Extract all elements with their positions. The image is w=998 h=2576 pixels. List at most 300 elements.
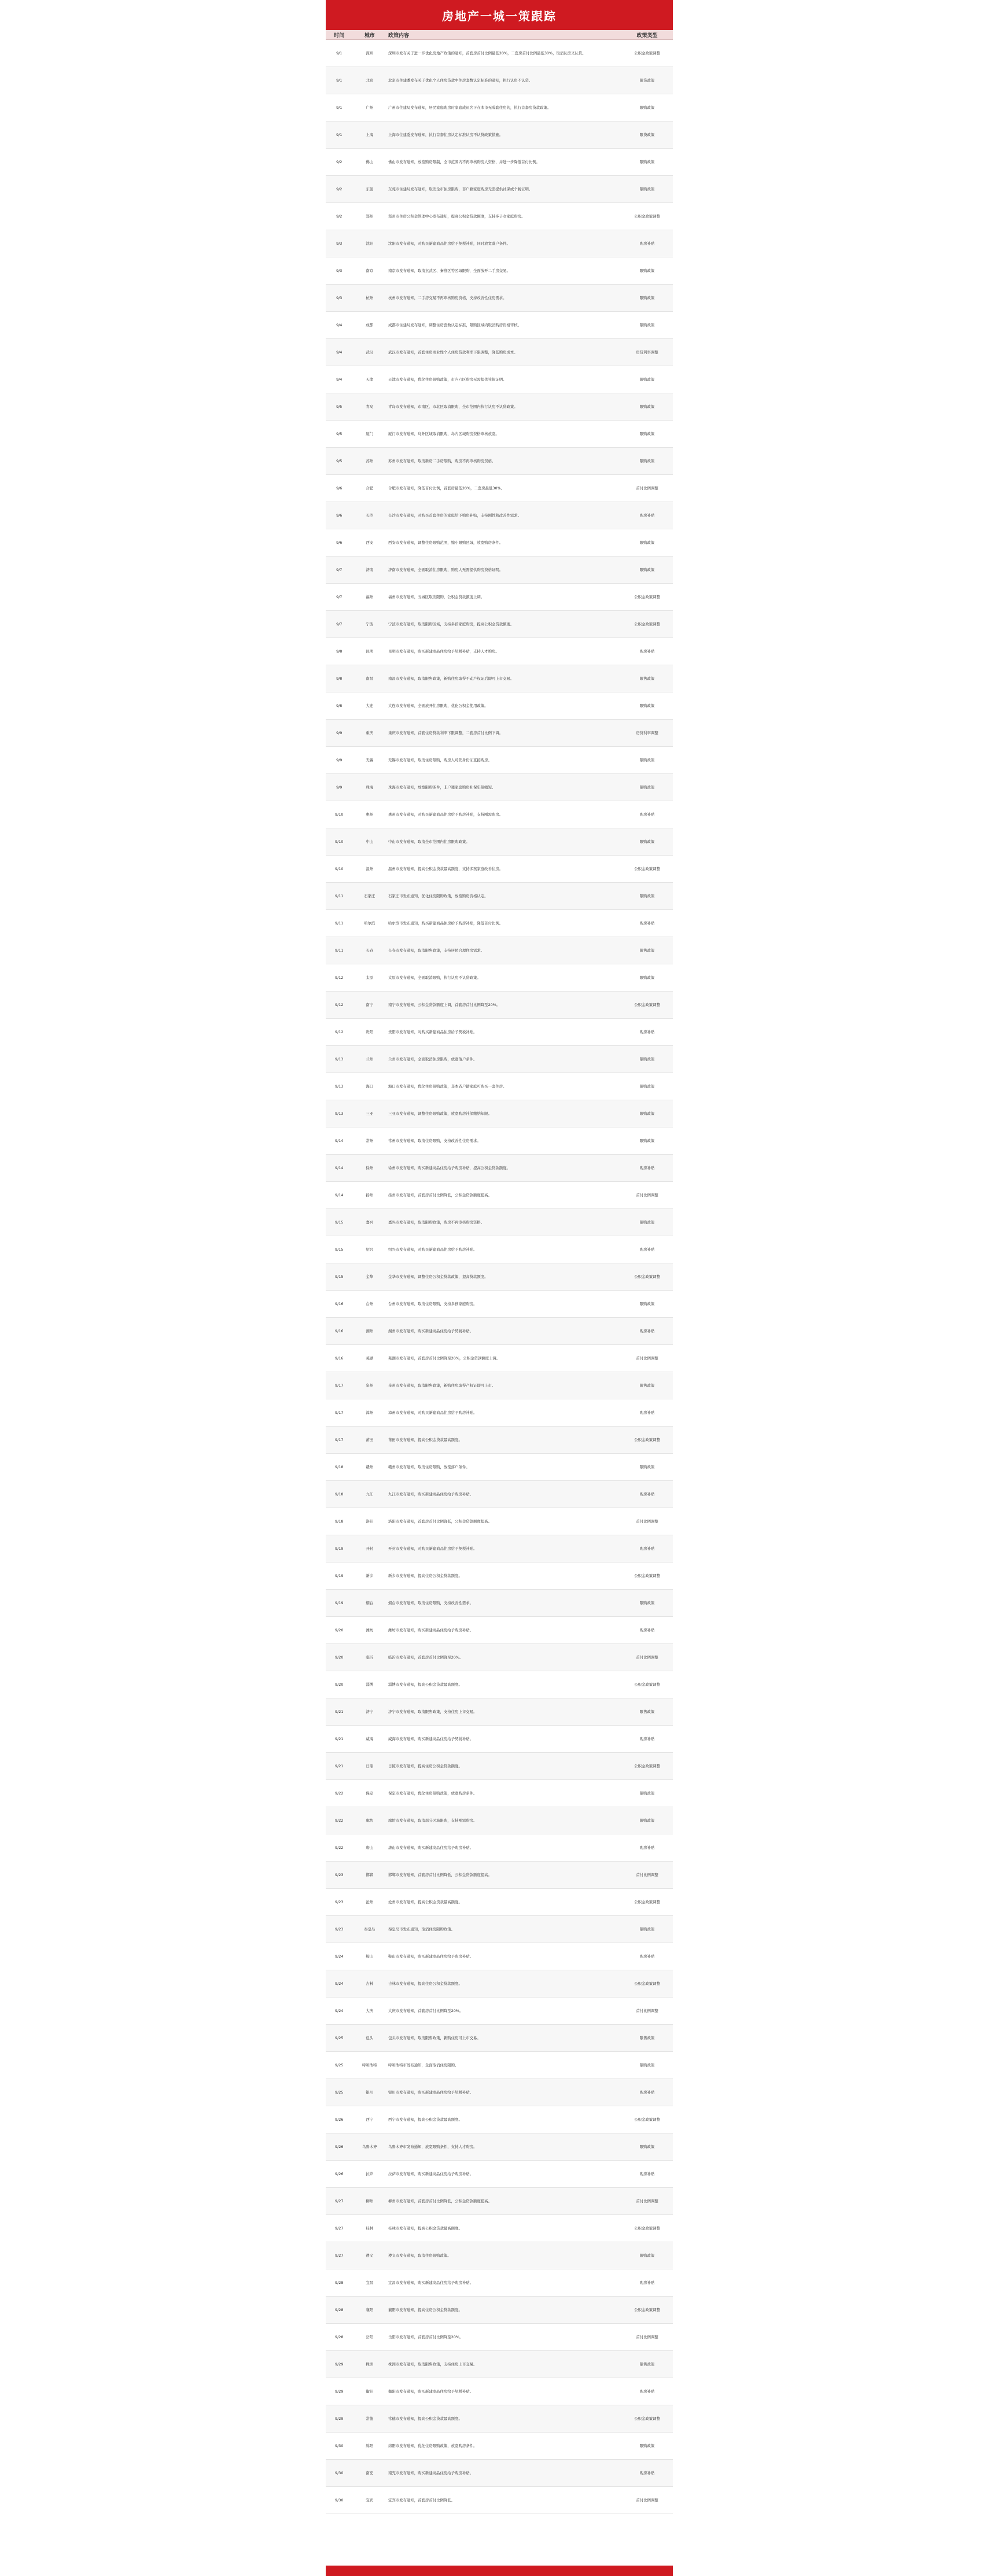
cell-content: 兰州市发布通知，全面取消住房限购，放宽落户条件。 <box>386 1046 621 1073</box>
cell-date: 9/18 <box>326 1508 352 1535</box>
cell-content: 大庆市发布通知，首套房首付比例降至20%。 <box>386 1998 621 2025</box>
cell-content: 秦皇岛市发布通知，取消住房限购政策。 <box>386 1916 621 1943</box>
cell-region: 秦皇岛 <box>352 1916 386 1943</box>
table-row <box>326 557 673 584</box>
cell-region: 吉林 <box>352 1970 386 1998</box>
cell-date: 9/20 <box>326 1671 352 1698</box>
cell-date: 9/26 <box>326 2161 352 2188</box>
cell-date: 9/3 <box>326 257 352 285</box>
table-row <box>326 2269 673 2297</box>
cell-type: 首付比例调整 <box>621 2324 673 2351</box>
cell-content: 常州市发布通知，取消住房限购，支持改善性住房需求。 <box>386 1127 621 1155</box>
cell-content: 衡阳市发布通知，购买新建商品住房给予契税补贴。 <box>386 2378 621 2405</box>
table-row <box>326 1807 673 1834</box>
cell-date: 9/30 <box>326 2460 352 2487</box>
cell-content: 漳州市发布通知，对购买新建商品住房给予购房补贴。 <box>386 1399 621 1427</box>
cell-date: 9/20 <box>326 1644 352 1671</box>
table-row <box>326 230 673 257</box>
cell-type: 限购政策 <box>621 2433 673 2460</box>
cell-content: 厦门市发布通知，岛外区域取消限购，岛内区域购房资格审核放宽。 <box>386 421 621 448</box>
cell-date: 9/6 <box>326 475 352 502</box>
cell-type: 限购政策 <box>621 366 673 393</box>
cell-type: 购房补贴 <box>621 502 673 529</box>
policy-table <box>326 30 673 2514</box>
cell-type: 限购政策 <box>621 1454 673 1481</box>
cell-date: 9/3 <box>326 230 352 257</box>
cell-type: 首付比例调整 <box>621 1182 673 1209</box>
cell-content: 淄博市发布通知，提高公积金贷款最高额度。 <box>386 1671 621 1698</box>
cell-type: 限购政策 <box>621 747 673 774</box>
cell-content: 绵阳市发布通知，优化住房限购政策，放宽购房条件。 <box>386 2433 621 2460</box>
cell-type: 公积金政策调整 <box>621 1753 673 1780</box>
cell-date: 9/14 <box>326 1155 352 1182</box>
cell-content: 湖州市发布通知，购买新建商品住房给予契税补贴。 <box>386 1318 621 1345</box>
cell-type: 限购政策 <box>621 1807 673 1834</box>
cell-type: 购房补贴 <box>621 1834 673 1862</box>
cell-content: 日照市发布通知，提高住房公积金贷款额度。 <box>386 1753 621 1780</box>
cell-region: 银川 <box>352 2079 386 2106</box>
table-body <box>326 40 673 2514</box>
cell-region: 衡阳 <box>352 2378 386 2405</box>
cell-region: 株洲 <box>352 2351 386 2378</box>
cell-content: 沈阳市发布通知，对购买新建商品住房给予契税补贴，同时放宽落户条件。 <box>386 230 621 257</box>
cell-date: 9/13 <box>326 1100 352 1127</box>
cell-region: 海口 <box>352 1073 386 1100</box>
cell-date: 9/2 <box>326 149 352 176</box>
cell-type: 限购政策 <box>621 774 673 801</box>
cell-region: 威海 <box>352 1726 386 1753</box>
table-row <box>326 2242 673 2269</box>
cell-date: 9/2 <box>326 203 352 230</box>
table-row <box>326 1291 673 1318</box>
cell-date: 9/14 <box>326 1182 352 1209</box>
cell-date: 9/8 <box>326 692 352 720</box>
cell-region: 邯郸 <box>352 1862 386 1889</box>
table-row <box>326 2405 673 2433</box>
cell-region: 三亚 <box>352 1100 386 1127</box>
cell-content: 石家庄市发布通知，优化住房限购政策，放宽购房资格认定。 <box>386 883 621 910</box>
cell-region: 临沂 <box>352 1644 386 1671</box>
cell-content: 常德市发布通知，提高公积金贷款最高额度。 <box>386 2405 621 2433</box>
cell-type: 限购政策 <box>621 1127 673 1155</box>
table-row <box>326 1834 673 1862</box>
table-row <box>326 1236 673 1263</box>
cell-content: 芜湖市发布通知，首套房首付比例降至20%，公积金贷款额度上调。 <box>386 1345 621 1372</box>
cell-date: 9/27 <box>326 2215 352 2242</box>
cell-region: 岳阳 <box>352 2324 386 2351</box>
cell-date: 9/4 <box>326 312 352 339</box>
cell-date: 9/25 <box>326 2025 352 2052</box>
cell-type: 首付比例调整 <box>621 1508 673 1535</box>
cell-type: 公积金政策调整 <box>621 40 673 67</box>
table-row <box>326 448 673 475</box>
cell-type: 限购政策 <box>621 2052 673 2079</box>
cell-type: 购房补贴 <box>621 230 673 257</box>
cell-date: 9/22 <box>326 1834 352 1862</box>
cell-region: 泉州 <box>352 1372 386 1399</box>
cell-content: 重庆市发布通知，首套住房贷款利率下限调整，二套房首付比例下调。 <box>386 720 621 747</box>
table-row <box>326 2052 673 2079</box>
cell-region: 西安 <box>352 529 386 557</box>
cell-region: 武汉 <box>352 339 386 366</box>
cell-content: 徐州市发布通知，购买新建商品住房给予购房补贴，提高公积金贷款额度。 <box>386 1155 621 1182</box>
cell-region: 东莞 <box>352 176 386 203</box>
cell-content: 西安市发布通知，调整住房限购范围，缩小限购区域，放宽购房条件。 <box>386 529 621 557</box>
cell-type: 房贷利率调整 <box>621 339 673 366</box>
cell-content: 合肥市发布通知，降低首付比例，首套房最低20%，二套房最低30%。 <box>386 475 621 502</box>
cell-date: 9/17 <box>326 1372 352 1399</box>
cell-type: 限售政策 <box>621 2351 673 2378</box>
cell-date: 9/19 <box>326 1590 352 1617</box>
cell-type: 购房补贴 <box>621 1318 673 1345</box>
table-row <box>326 1970 673 1998</box>
table-row <box>326 1427 673 1454</box>
cell-type: 首付比例调整 <box>621 1644 673 1671</box>
cell-date: 9/20 <box>326 1617 352 1644</box>
cell-region: 兰州 <box>352 1046 386 1073</box>
table-row <box>326 774 673 801</box>
cell-type: 购房补贴 <box>621 2269 673 2297</box>
cell-type: 限购政策 <box>621 285 673 312</box>
table-row <box>326 1209 673 1236</box>
cell-region: 潍坊 <box>352 1617 386 1644</box>
cell-type: 限购政策 <box>621 448 673 475</box>
cell-type: 限购政策 <box>621 828 673 856</box>
cell-date: 9/29 <box>326 2351 352 2378</box>
cell-region: 南充 <box>352 2460 386 2487</box>
cell-date: 9/29 <box>326 2405 352 2433</box>
cell-content: 九江市发布通知，购买新建商品住房给予购房补贴。 <box>386 1481 621 1508</box>
cell-date: 9/23 <box>326 1889 352 1916</box>
cell-content: 株洲市发布通知，取消限售政策，支持住房上市交易。 <box>386 2351 621 2378</box>
table-row <box>326 1454 673 1481</box>
table-header-row <box>326 30 673 40</box>
cell-content: 西宁市发布通知，提高公积金贷款最高额度。 <box>386 2106 621 2133</box>
cell-content: 无锡市发布通知，取消住房限购，购房人可凭身份证直接购房。 <box>386 747 621 774</box>
cell-date: 9/26 <box>326 2133 352 2161</box>
cell-type: 限购政策 <box>621 1916 673 1943</box>
cell-type: 公积金政策调整 <box>621 1970 673 1998</box>
table-row <box>326 1345 673 1372</box>
cell-region: 包头 <box>352 2025 386 2052</box>
cell-region: 长春 <box>352 937 386 964</box>
cell-region: 绍兴 <box>352 1236 386 1263</box>
cell-date: 9/29 <box>326 2378 352 2405</box>
cell-content: 南宁市发布通知，公积金贷款额度上调，首套房首付比例降至20%。 <box>386 992 621 1019</box>
cell-content: 南京市发布通知，取消玄武区、秦淮区等区域限购，全面放开二手房交易。 <box>386 257 621 285</box>
cell-content: 新乡市发布通知，提高住房公积金贷款额度。 <box>386 1562 621 1590</box>
cell-content: 武汉市发布通知，首套住房商业性个人住房贷款利率下限调整，降低购房成本。 <box>386 339 621 366</box>
cell-date: 9/4 <box>326 366 352 393</box>
cell-region: 深圳 <box>352 40 386 67</box>
cell-content: 温州市发布通知，提高公积金贷款最高额度，支持多孩家庭改善住房。 <box>386 856 621 883</box>
cell-content: 临沂市发布通知，首套房首付比例降至20%。 <box>386 1644 621 1671</box>
table-row <box>326 1508 673 1535</box>
cell-content: 沧州市发布通知，提高公积金贷款最高额度。 <box>386 1889 621 1916</box>
cell-content: 宜昌市发布通知，购买新建商品住房给予购房补贴。 <box>386 2269 621 2297</box>
table-row <box>326 285 673 312</box>
cell-region: 青岛 <box>352 393 386 421</box>
cell-content: 深圳市发布关于进一步优化房地产政策的通知，首套房首付比例最低20%，二套房首付比例最低30%，取消认房又认贷。 <box>386 40 621 67</box>
cell-region: 广州 <box>352 94 386 121</box>
cell-content: 宜宾市发布通知，首套房首付比例降低。 <box>386 2487 621 2514</box>
cell-type: 购房补贴 <box>621 910 673 937</box>
cell-content: 成都市住建局发布通知，调整住房套数认定标准，限购区域内取消购房资格审核。 <box>386 312 621 339</box>
cell-content: 洛阳市发布通知，首套房首付比例降低，公积金贷款额度提高。 <box>386 1508 621 1535</box>
cell-date: 9/12 <box>326 1019 352 1046</box>
table-row <box>326 529 673 557</box>
table-row <box>326 1780 673 1807</box>
cell-type: 公积金政策调整 <box>621 1263 673 1291</box>
table-row <box>326 910 673 937</box>
cell-region: 赣州 <box>352 1454 386 1481</box>
cell-type: 限购政策 <box>621 529 673 557</box>
cell-date: 9/28 <box>326 2297 352 2324</box>
cell-content: 大连市发布通知，全面放开住房限购，优化公积金使用政策。 <box>386 692 621 720</box>
cell-type: 房贷利率调整 <box>621 720 673 747</box>
cell-date: 9/5 <box>326 393 352 421</box>
cell-date: 9/30 <box>326 2487 352 2514</box>
cell-region: 温州 <box>352 856 386 883</box>
cell-content: 潍坊市发布通知，购买新建商品住房给予购房补贴。 <box>386 1617 621 1644</box>
cell-type: 限售政策 <box>621 1698 673 1726</box>
cell-date: 9/9 <box>326 720 352 747</box>
cell-type: 限购政策 <box>621 1046 673 1073</box>
cell-region: 漳州 <box>352 1399 386 1427</box>
cell-date: 9/22 <box>326 1807 352 1834</box>
cell-date: 9/25 <box>326 2052 352 2079</box>
cell-type: 公积金政策调整 <box>621 1427 673 1454</box>
cell-date: 9/28 <box>326 2269 352 2297</box>
table-row <box>326 2324 673 2351</box>
table-row <box>326 1019 673 1046</box>
cell-content: 南昌市发布通知，取消限售政策，新购住房取得不动产权证后即可上市交易。 <box>386 665 621 692</box>
table-row <box>326 1726 673 1753</box>
cell-type: 购房补贴 <box>621 1236 673 1263</box>
cell-content: 烟台市发布通知，取消住房限购，支持改善性需求。 <box>386 1590 621 1617</box>
cell-date: 9/1 <box>326 40 352 67</box>
table-row <box>326 203 673 230</box>
cell-content: 宁波市发布通知，取消限购区域，支持多孩家庭购房，提高公积金贷款额度。 <box>386 611 621 638</box>
cell-region: 中山 <box>352 828 386 856</box>
cell-type: 购房补贴 <box>621 1535 673 1562</box>
cell-type: 限购政策 <box>621 94 673 121</box>
cell-date: 9/13 <box>326 1073 352 1100</box>
cell-type: 购房补贴 <box>621 1155 673 1182</box>
cell-date: 9/23 <box>326 1916 352 1943</box>
cell-type: 购房补贴 <box>621 1019 673 1046</box>
table-row <box>326 2133 673 2161</box>
cell-region: 徐州 <box>352 1155 386 1182</box>
cell-content: 绍兴市发布通知，对购买新建商品住房给予购房补贴。 <box>386 1236 621 1263</box>
cell-date: 9/18 <box>326 1454 352 1481</box>
cell-date: 9/19 <box>326 1562 352 1590</box>
cell-date: 9/8 <box>326 638 352 665</box>
cell-content: 银川市发布通知，购买新建商品住房给予契税补贴。 <box>386 2079 621 2106</box>
table-row <box>326 747 673 774</box>
table-row <box>326 1155 673 1182</box>
cell-region: 太原 <box>352 964 386 992</box>
cell-region: 贵阳 <box>352 1019 386 1046</box>
cell-content: 长春市发布通知，取消限售政策，支持居民合理住房需求。 <box>386 937 621 964</box>
cell-type: 首付比例调整 <box>621 1998 673 2025</box>
cell-content: 太原市发布通知，全面取消限购，执行认房不认贷政策。 <box>386 964 621 992</box>
cell-type: 限售政策 <box>621 937 673 964</box>
cell-date: 9/10 <box>326 801 352 828</box>
table-row <box>326 67 673 94</box>
cell-type: 公积金政策调整 <box>621 2405 673 2433</box>
table-row <box>326 801 673 828</box>
cell-type: 公积金政策调整 <box>621 2106 673 2133</box>
cell-type: 首付比例调整 <box>621 1862 673 1889</box>
cell-content: 三亚市发布通知，调整住房限购政策，放宽购房社保缴纳年限。 <box>386 1100 621 1127</box>
cell-region: 杭州 <box>352 285 386 312</box>
cell-content: 吉林市发布通知，提高住房公积金贷款额度。 <box>386 1970 621 1998</box>
table-row <box>326 1399 673 1427</box>
cell-date: 9/1 <box>326 67 352 94</box>
cell-region: 石家庄 <box>352 883 386 910</box>
cell-type: 购房补贴 <box>621 1617 673 1644</box>
cell-content: 柳州市发布通知，首套房首付比例降低，公积金贷款额度提高。 <box>386 2188 621 2215</box>
table-row <box>326 2487 673 2514</box>
cell-region: 宜宾 <box>352 2487 386 2514</box>
cell-type: 公积金政策调整 <box>621 1889 673 1916</box>
cell-date: 9/3 <box>326 285 352 312</box>
cell-region: 上海 <box>352 121 386 149</box>
cell-date: 9/6 <box>326 502 352 529</box>
table-row <box>326 1127 673 1155</box>
table-row <box>326 502 673 529</box>
table-row <box>326 2460 673 2487</box>
cell-type: 限购政策 <box>621 2133 673 2161</box>
cell-region: 新乡 <box>352 1562 386 1590</box>
cell-content: 桂林市发布通知，提高公积金贷款最高额度。 <box>386 2215 621 2242</box>
table-row <box>326 312 673 339</box>
table-row <box>326 121 673 149</box>
cell-type: 限购政策 <box>621 312 673 339</box>
cell-date: 9/25 <box>326 2079 352 2106</box>
cell-region: 南京 <box>352 257 386 285</box>
cell-content: 杭州市发布通知，二手房交易不再审核购房资格，支持改善性住房需求。 <box>386 285 621 312</box>
table-row <box>326 1481 673 1508</box>
cell-region: 成都 <box>352 312 386 339</box>
table-row <box>326 1753 673 1780</box>
cell-date: 9/8 <box>326 665 352 692</box>
cell-region: 扬州 <box>352 1182 386 1209</box>
cell-region: 郑州 <box>352 203 386 230</box>
cell-type: 限购政策 <box>621 1209 673 1236</box>
cell-region: 佛山 <box>352 149 386 176</box>
cell-region: 长沙 <box>352 502 386 529</box>
cell-content: 济宁市发布通知，取消限售政策，支持住房上市交易。 <box>386 1698 621 1726</box>
table-row <box>326 1644 673 1671</box>
cell-region: 大庆 <box>352 1998 386 2025</box>
table-row <box>326 1562 673 1590</box>
cell-type: 首付比例调整 <box>621 2188 673 2215</box>
cell-content: 济南市发布通知，全面取消住房限购，购房人无需提供购房资格证明。 <box>386 557 621 584</box>
table-row <box>326 176 673 203</box>
cell-region: 绵阳 <box>352 2433 386 2460</box>
cell-region: 宜昌 <box>352 2269 386 2297</box>
table-row <box>326 475 673 502</box>
cell-date: 9/4 <box>326 339 352 366</box>
cell-content: 哈尔滨市发布通知，购买新建商品住房给予购房补贴，降低首付比例。 <box>386 910 621 937</box>
cell-date: 9/5 <box>326 421 352 448</box>
cell-region: 台州 <box>352 1291 386 1318</box>
cell-content: 贵阳市发布通知，对购买新建商品住房给予契税补贴。 <box>386 1019 621 1046</box>
cell-date: 9/21 <box>326 1753 352 1780</box>
cell-content: 上海市住建委发布通知，执行首套住房认定标准认房不认贷政策措施。 <box>386 121 621 149</box>
table-row <box>326 1862 673 1889</box>
cell-type: 购房补贴 <box>621 638 673 665</box>
table-row <box>326 2079 673 2106</box>
cell-region: 莆田 <box>352 1427 386 1454</box>
cell-type: 购房补贴 <box>621 1399 673 1427</box>
cell-content: 唐山市发布通知，购买新建商品住房给予购房补贴。 <box>386 1834 621 1862</box>
cell-content: 鞍山市发布通知，购买新建商品住房给予购房补贴。 <box>386 1943 621 1970</box>
cell-region: 沧州 <box>352 1889 386 1916</box>
cell-content: 莆田市发布通知，提高公积金贷款最高额度。 <box>386 1427 621 1454</box>
cell-type: 公积金政策调整 <box>621 203 673 230</box>
cell-date: 9/7 <box>326 584 352 611</box>
cell-region: 金华 <box>352 1263 386 1291</box>
cell-region: 南宁 <box>352 992 386 1019</box>
cell-region: 大连 <box>352 692 386 720</box>
cell-region: 鞍山 <box>352 1943 386 1970</box>
cell-region: 呼和浩特 <box>352 2052 386 2079</box>
cell-date: 9/24 <box>326 1970 352 1998</box>
cell-type: 购房补贴 <box>621 2161 673 2188</box>
cell-content: 金华市发布通知，调整住房公积金贷款政策，提高贷款额度。 <box>386 1263 621 1291</box>
cell-date: 9/16 <box>326 1318 352 1345</box>
cell-date: 9/11 <box>326 910 352 937</box>
cell-type: 购房补贴 <box>621 801 673 828</box>
cell-type: 限售政策 <box>621 1372 673 1399</box>
document-footer <box>326 2566 673 2576</box>
cell-date: 9/17 <box>326 1399 352 1427</box>
table-row <box>326 1318 673 1345</box>
cell-content: 开封市发布通知，对购买新建商品住房给予契税补贴。 <box>386 1535 621 1562</box>
table-row <box>326 257 673 285</box>
table-row <box>326 964 673 992</box>
cell-type: 购房补贴 <box>621 2378 673 2405</box>
cell-type: 限售政策 <box>621 665 673 692</box>
table-row <box>326 2378 673 2405</box>
table-row <box>326 1182 673 1209</box>
cell-type: 购房补贴 <box>621 1481 673 1508</box>
cell-date: 9/16 <box>326 1345 352 1372</box>
column-header-content: 政策内容 <box>386 30 621 40</box>
cell-content: 佛山市发布通知，放宽购房限制，全市范围内不再审核购房人资格，并进一步降低首付比例。 <box>386 149 621 176</box>
cell-content: 青岛市发布通知，市南区、市北区取消限购，全市范围内执行认房不认贷政策。 <box>386 393 621 421</box>
cell-content: 廊坊市发布通知，取消部分区域限购，支持刚需购房。 <box>386 1807 621 1834</box>
cell-date: 9/14 <box>326 1127 352 1155</box>
policy-document <box>326 0 673 2576</box>
column-header-date: 时间 <box>326 30 352 40</box>
table-row <box>326 393 673 421</box>
cell-date: 9/1 <box>326 94 352 121</box>
cell-region: 洛阳 <box>352 1508 386 1535</box>
document-header <box>326 0 673 30</box>
cell-type: 公积金政策调整 <box>621 2215 673 2242</box>
cell-region: 无锡 <box>352 747 386 774</box>
table-row <box>326 937 673 964</box>
cell-region: 沈阳 <box>352 230 386 257</box>
cell-type: 限购政策 <box>621 2242 673 2269</box>
cell-region: 珠海 <box>352 774 386 801</box>
cell-region: 常州 <box>352 1127 386 1155</box>
cell-content: 中山市发布通知，取消全市范围内住房限购政策。 <box>386 828 621 856</box>
